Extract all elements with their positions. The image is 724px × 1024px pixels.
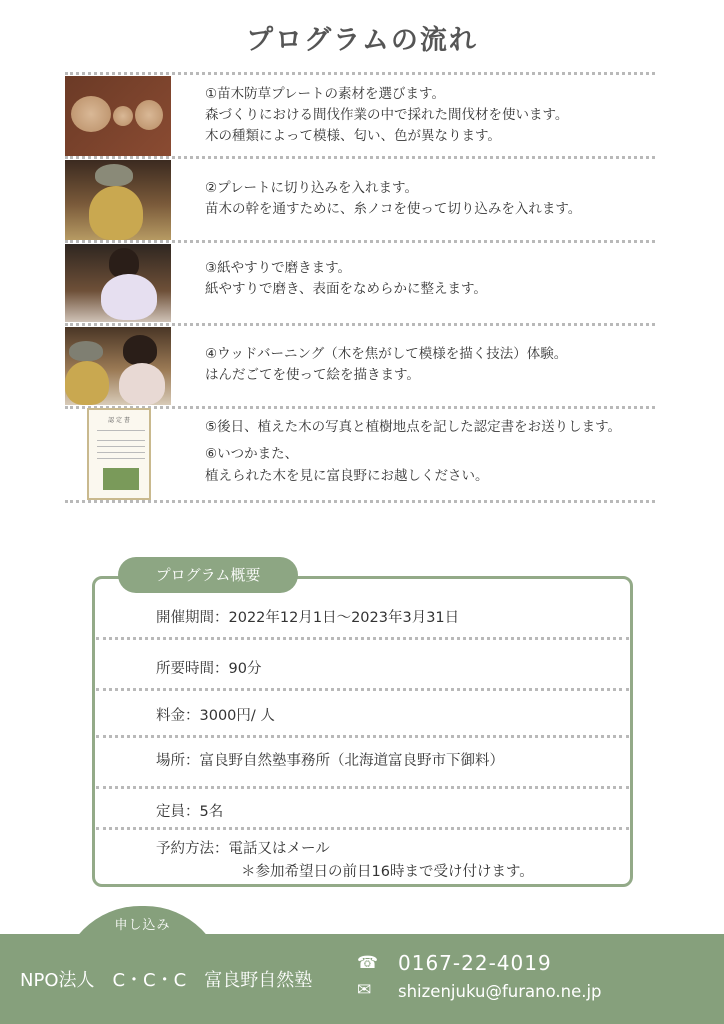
step-line: 苗木の幹を通すために、糸ノコを使って切り込みを入れます。 (205, 201, 582, 217)
certificate-image (87, 408, 151, 500)
step-1-text (205, 84, 568, 147)
email-address[interactable]: shizenjuku@furano.ne.jp (398, 982, 602, 1001)
step-line: 紙やすりで磨き、表面をなめらかに整えます。 (205, 281, 487, 297)
step-1 (65, 76, 655, 156)
step-line: 木の種類によって模様、匂い、色が異なります。 (205, 128, 501, 144)
step-line: ④ウッドバーニング（木を焦がして模様を描く技法）体験。 (205, 346, 568, 362)
overview-capacity: 定員：5名 (156, 804, 224, 820)
step-2-text (205, 178, 581, 220)
step-line: 森づくりにおける間伐作業の中で採れた間伐材を使います。 (205, 107, 569, 123)
divider (65, 72, 655, 75)
overview-fee: 料金：3000円/ 人 (156, 708, 275, 724)
step-5 (65, 406, 655, 502)
apply-label: 申し込み (114, 918, 171, 933)
step-line: 植えられた木を見に富良野にお越しください。 (205, 468, 489, 484)
step-line: ①苗木防草プレートの素材を選びます。 (205, 86, 445, 102)
page-title: プログラムの流れ (238, 18, 486, 61)
certificate-title: 認 定 書 (108, 417, 130, 424)
divider (65, 156, 655, 159)
step-line: ③紙やすりで磨きます。 (205, 260, 352, 276)
step-3 (65, 244, 655, 322)
sanding-photo (65, 244, 171, 322)
step-line: ⑤後日、植えた木の写真と植樹地点を記した認定書をお送りします。 (205, 419, 622, 435)
phone-icon: ☎ (357, 953, 379, 973)
divider (96, 735, 629, 738)
step-line: はんだごてを使って絵を描きます。 (205, 367, 420, 383)
step-4-text (205, 344, 567, 386)
overview-reservation: 予約方法：電話又はメール (156, 841, 330, 857)
cutting-photo (65, 160, 171, 240)
wood-plates-photo (65, 76, 171, 156)
divider (96, 637, 629, 640)
certificate-photo (65, 406, 171, 502)
step-line: ②プレートに切り込みを入れます。 (205, 180, 418, 196)
phone-number[interactable]: 0167-22-4019 (398, 951, 552, 975)
overview-place: 場所：富良野自然塾事務所（北海道富良野市下御料） (156, 753, 504, 769)
divider (65, 240, 655, 243)
step-3-text (205, 258, 487, 300)
step-4 (65, 327, 655, 405)
step-line: ⑥いつかまた、 (205, 446, 299, 462)
program-overview-badge: プログラム概要 (118, 557, 298, 593)
divider (96, 786, 629, 789)
organization-name: NPO法人 C・C・C 富良野自然塾 (20, 970, 313, 991)
wood-burning-photo (65, 327, 171, 405)
overview-reservation-note: ＊参加希望日の前日16時まで受け付けます。 (241, 864, 534, 880)
step-5-text (205, 416, 621, 487)
divider (65, 323, 655, 326)
divider (96, 827, 629, 830)
page-title-wrap (0, 18, 724, 61)
mail-icon: ✉ (357, 980, 372, 1000)
overview-period: 開催期間：2022年12月1日～2023年3月31日 (156, 610, 460, 626)
overview-duration: 所要時間：90分 (156, 661, 262, 677)
step-2 (65, 160, 655, 240)
divider (96, 688, 629, 691)
